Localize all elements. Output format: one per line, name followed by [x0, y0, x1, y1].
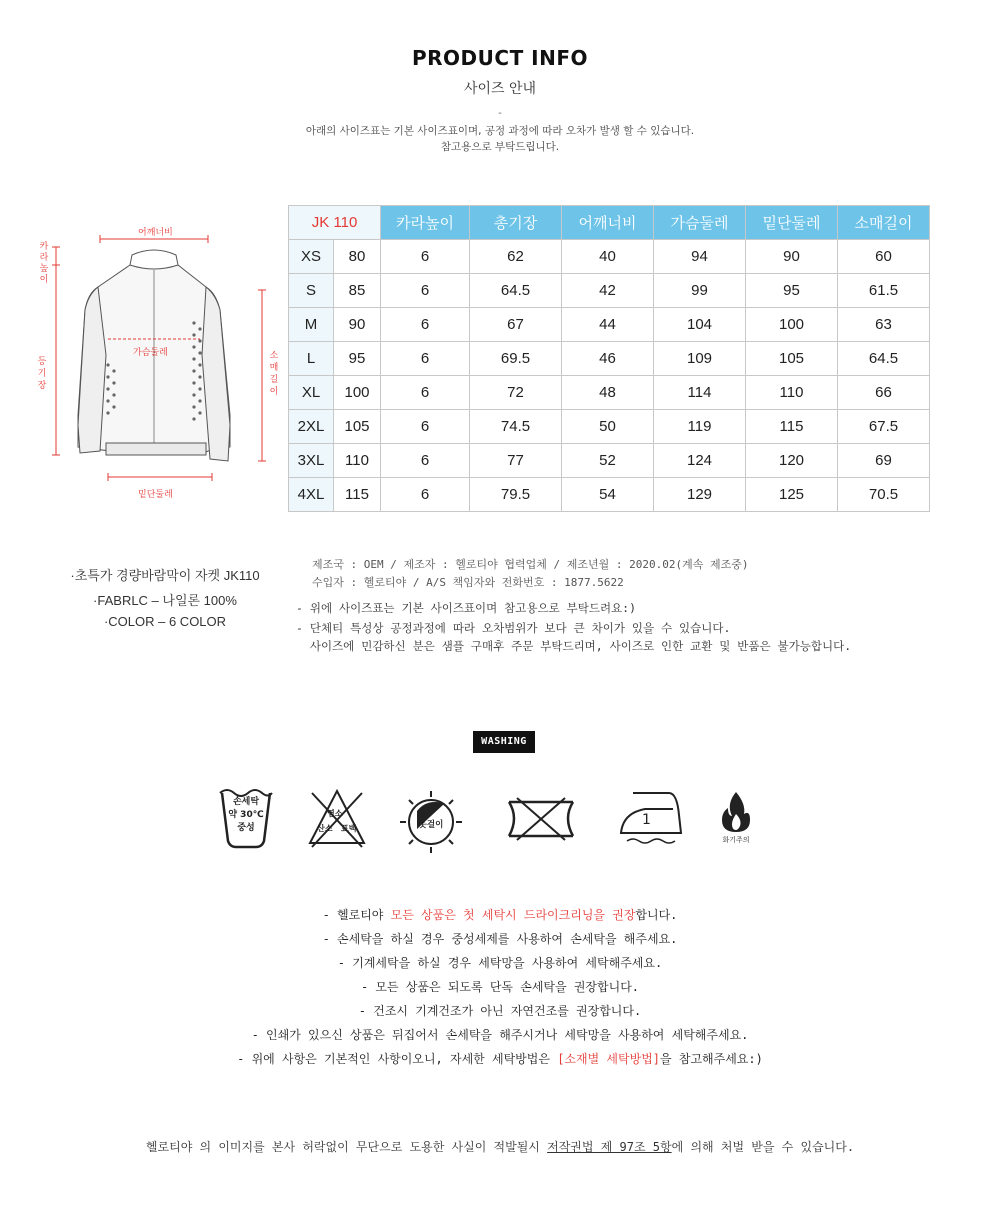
table-row: [289, 478, 930, 512]
label-shoulder: 어깨너비: [138, 228, 173, 238]
bleach-label-right: 표백: [341, 824, 357, 833]
header-dash: -: [498, 108, 502, 119]
value-cell: 64.5: [470, 274, 562, 308]
value-cell: 95: [334, 342, 381, 376]
jacket-diagram: [30, 215, 290, 515]
size-table: [288, 205, 930, 512]
size-cell: M: [289, 308, 334, 342]
value-cell: 114: [654, 376, 746, 410]
value-cell: 44: [562, 308, 654, 342]
value-cell: 110: [746, 376, 838, 410]
care-line-1: - 헬로티야 모든 상품은 첫 세탁시 드라이크리닝을 권장합니다.: [322, 908, 678, 922]
header-shoulder: 어깨너비: [562, 206, 654, 240]
size-cell: 3XL: [289, 444, 334, 478]
value-cell: 6: [381, 376, 470, 410]
value-cell: 120: [746, 444, 838, 478]
value-cell: 104: [654, 308, 746, 342]
care-line-6: - 인쇄가 있으신 상품은 뒤집어서 손세탁을 해주시거나 세탁망을 사용하여 세탁해주세요.: [251, 1028, 749, 1042]
fire-caution-icon: [720, 790, 752, 834]
size-cell: L: [289, 342, 334, 376]
header-sleeve: 소매길이: [838, 206, 930, 240]
maker-line-1: 제조국 : OEM / 제조자 : 헬로티야 협력업체 / 제조년월 : 2020.02(계속 제조중): [312, 558, 749, 571]
iron-level: 1: [642, 812, 651, 828]
value-cell: 62: [470, 240, 562, 274]
value-cell: 70.5: [838, 478, 930, 512]
header-collar: 카라높이: [381, 206, 470, 240]
product-fabric: ·FABRLC – 나일론 100%: [93, 593, 237, 608]
value-cell: 110: [334, 444, 381, 478]
value-cell: 105: [334, 410, 381, 444]
label-chest: 가슴둘레: [133, 348, 168, 358]
value-cell: 69: [838, 444, 930, 478]
value-cell: 99: [654, 274, 746, 308]
value-cell: 60: [838, 240, 930, 274]
value-cell: 66: [838, 376, 930, 410]
value-cell: 6: [381, 274, 470, 308]
table-row: [289, 274, 930, 308]
model-cell: JK 110: [289, 206, 381, 240]
value-cell: 6: [381, 444, 470, 478]
value-cell: 40: [562, 240, 654, 274]
no-tumble-dry-icon: [505, 796, 577, 842]
header-length: 총기장: [470, 206, 562, 240]
value-cell: 119: [654, 410, 746, 444]
size-note-line-1: 아래의 사이즈표는 기본 사이즈표이며, 공정 과정에 따라 오차가 발생 할 수 있습니다.: [305, 125, 695, 137]
value-cell: 100: [746, 308, 838, 342]
value-cell: 74.5: [470, 410, 562, 444]
value-cell: 6: [381, 240, 470, 274]
value-cell: 6: [381, 308, 470, 342]
care-line-3: - 기계세탁을 하실 경우 세탁망을 사용하여 세탁해주세요.: [337, 956, 663, 970]
table-header-row: [289, 206, 930, 240]
table-row: [289, 240, 930, 274]
value-cell: 69.5: [470, 342, 562, 376]
washing-badge: WASHING: [473, 731, 535, 753]
maker-line-5: 사이즈에 민감하신 분은 샘플 구매후 주문 부탁드리며, 사이즈로 인한 교환 및 반품은 불가능합니다.: [296, 639, 852, 653]
value-cell: 61.5: [838, 274, 930, 308]
value-cell: 64.5: [838, 342, 930, 376]
value-cell: 67: [470, 308, 562, 342]
label-length: 등 기 장: [37, 357, 47, 391]
product-name: ·초특가 경량바람막이 자켓 JK110: [70, 568, 260, 583]
label-hem: 밑단둘레: [138, 490, 173, 500]
value-cell: 109: [654, 342, 746, 376]
value-cell: 6: [381, 478, 470, 512]
value-cell: 63: [838, 308, 930, 342]
header-hem: 밑단둘레: [746, 206, 838, 240]
value-cell: 6: [381, 342, 470, 376]
hang-label: 옷걸이: [418, 820, 444, 830]
value-cell: 90: [746, 240, 838, 274]
header-chest: 가슴둘레: [654, 206, 746, 240]
value-cell: 100: [334, 376, 381, 410]
handwash-label: 손세탁 약 30℃ 중성: [228, 797, 264, 833]
page-subtitle: 사이즈 안내: [463, 81, 537, 97]
page-title: PRODUCT INFO: [411, 46, 589, 70]
table-row: [289, 444, 930, 478]
value-cell: 54: [562, 478, 654, 512]
care-line-5: - 건조시 기계건조가 아닌 자연건조를 권장합니다.: [358, 1004, 642, 1018]
value-cell: 79.5: [470, 478, 562, 512]
value-cell: 67.5: [838, 410, 930, 444]
copyright-law-ref: 저작권법 제 97조 5항: [547, 1140, 672, 1154]
table-row: [289, 410, 930, 444]
value-cell: 42: [562, 274, 654, 308]
value-cell: 115: [746, 410, 838, 444]
maker-line-2: 수입자 : 헬로티야 / A/S 책임자와 전화번호 : 1877.5622: [312, 576, 624, 589]
value-cell: 85: [334, 274, 381, 308]
maker-line-4: - 단체티 특성상 공정과정에 따라 오차범위가 보다 큰 차이가 있을 수 있습니다.: [296, 621, 731, 635]
size-cell: XS: [289, 240, 334, 274]
copyright-notice: 헬로티야 의 이미지를 본사 허락없이 무단으로 도용한 사실이 적발될시 저작권법 제 97조 5항에 의해 처벌 받을 수 있습니다.: [145, 1140, 855, 1154]
value-cell: 6: [381, 410, 470, 444]
value-cell: 46: [562, 342, 654, 376]
size-cell: 4XL: [289, 478, 334, 512]
iron-icon: [617, 785, 685, 847]
value-cell: 115: [334, 478, 381, 512]
table-row: [289, 308, 930, 342]
bleach-label-top: 염소: [327, 809, 343, 818]
label-collar: 카 라 높 이: [39, 242, 49, 285]
size-note-line-2: 참고용으로 부탁드립니다.: [440, 141, 560, 153]
value-cell: 90: [334, 308, 381, 342]
care-line-4: - 모든 상품은 되도록 단독 손세탁을 권장합니다.: [360, 980, 640, 994]
value-cell: 95: [746, 274, 838, 308]
value-cell: 105: [746, 342, 838, 376]
value-cell: 48: [562, 376, 654, 410]
value-cell: 124: [654, 444, 746, 478]
value-cell: 125: [746, 478, 838, 512]
value-cell: 77: [470, 444, 562, 478]
table-row: [289, 342, 930, 376]
size-cell: S: [289, 274, 334, 308]
fire-label: 화기주의: [722, 836, 750, 844]
bleach-label-left: 산소: [317, 824, 333, 833]
value-cell: 80: [334, 240, 381, 274]
care-line-2: - 손세탁을 하실 경우 중성세제를 사용하여 손세탁을 해주세요.: [322, 932, 678, 946]
size-cell: XL: [289, 376, 334, 410]
size-cell: 2XL: [289, 410, 334, 444]
value-cell: 94: [654, 240, 746, 274]
care-line-7: - 위에 사항은 기본적인 사항이오니, 자세한 세탁방법은 [소재별 세탁방법]을 참고해주세요:): [237, 1052, 763, 1066]
value-cell: 72: [470, 376, 562, 410]
value-cell: 52: [562, 444, 654, 478]
value-cell: 50: [562, 410, 654, 444]
maker-line-3: - 위에 사이즈표는 기본 사이즈표이며 참고용으로 부탁드려요:): [296, 601, 637, 615]
value-cell: 129: [654, 478, 746, 512]
label-sleeve: 소 매 길 이: [269, 351, 279, 397]
table-row: [289, 376, 930, 410]
product-color: ·COLOR – 6 COLOR: [103, 614, 227, 629]
